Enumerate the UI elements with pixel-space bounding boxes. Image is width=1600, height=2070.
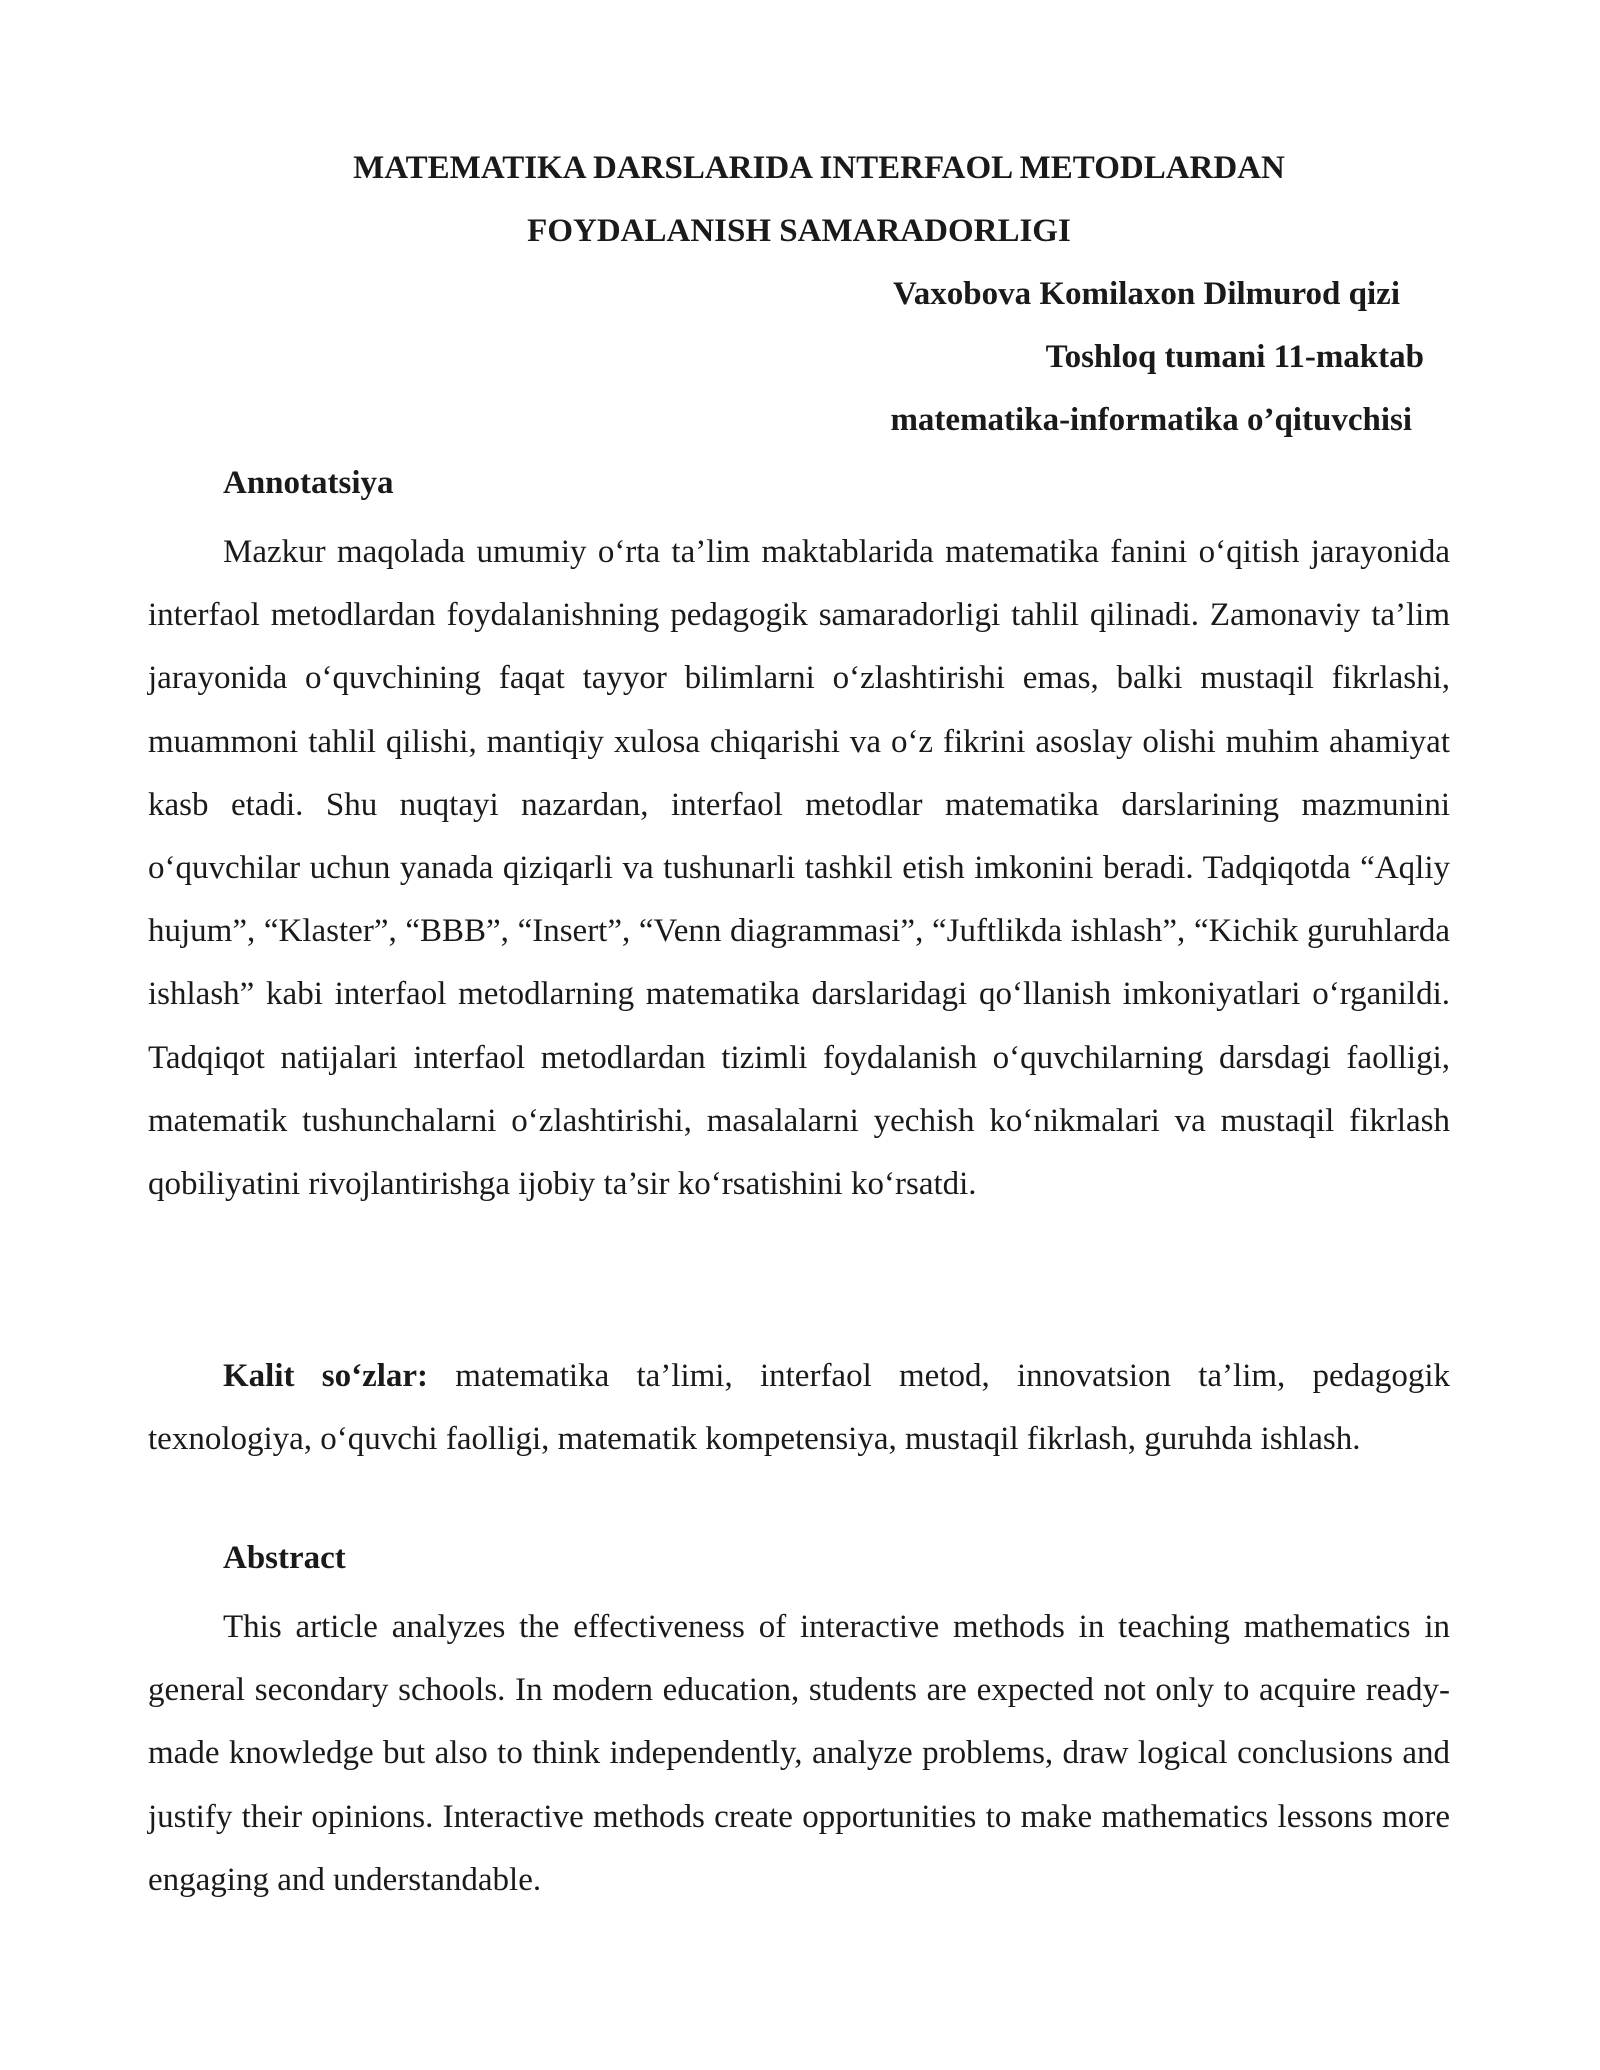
annotation-paragraph: Mazkur maqolada umumiy o‘rta ta’lim maktablarida matematika fanini o‘qitish jarayonida interfaol metodlardan foydalanishning pedagogik samaradorligi tahlil qilinadi. Zamonaviy ta’lim jarayonida o‘quvchining faqat tayyor bilimlarni o‘zlashtirishi emas, balki mustaqil fikrlashi, muammoni tahlil qilishi, mantiqiy xulosa chiqarishi va o‘z fikrini asoslay olishi muhim ahamiyat kasb etadi. Shu nuqtayi nazardan, interfaol metodlar matematika darslarining mazmunini o‘quvchilar uchun yanada qiziqarli va tushunarli tashkil etish imkonini beradi. Tadqiqotda “Aqliy hujum”, “Klaster”, “BBB”, “Insert”, “Venn diagrammasi”, “Juftlikda ishlash”, “Kichik guruhlarda ishlash” kabi interfaol metodlarning matematika darslaridagi qo‘llanish imkoniyatlari o‘rganildi. Tadqiqot natijalari interfaol metodlardan tizimli foydalanish o‘quvchilarning darsdagi faolligi, matematik tushunchalarni o‘zlashtirishi, masalalarni yechish ko‘nikmalari va mustaqil fikrlash qobiliyatini rivojlantirishga ijobiy ta’sir ko‘rsatishini ko‘rsatdi. (148, 534, 1450, 1203)
title-line-1: MATEMATIKA DARSLARIDA INTERFAOL METODLARDAN (353, 150, 1285, 186)
keywords-text: matematika ta’limi, interfaol metod, innovatsion ta’lim, pedagogik texnologiya, o‘quvchi faolligi, matematik kompetensiya, mustaqil fikrlash, guruhda ishlash. (148, 1358, 1451, 1458)
title-line-2: FOYDALANISH SAMARADORLIGI (527, 213, 1071, 249)
abstract-paragraph: This article analyzes the effectiveness of interactive methods in teaching mathematics in general secondary schools. In modern education, students are expected not only to acquire ready-made knowledge but also to think independently, analyze problems, draw logical conclusions and justify their opinions. Interactive methods create opportunities to make mathematics lessons more engaging and understandable. (148, 1609, 1450, 1898)
author-affiliation: Toshloq tumani 11-maktab (1045, 339, 1424, 375)
author-name: Vaxobova Komilaxon Dilmurod qizi (892, 276, 1400, 312)
keywords-paragraph (148, 1345, 1450, 1471)
keywords-label: Kalit so‘zlar: (223, 1358, 429, 1394)
author-position: matematika-informatika o’qituvchisi (890, 402, 1412, 438)
abstract-heading: Abstract (223, 1540, 346, 1576)
annotation-heading: Annotatsiya (223, 465, 394, 501)
